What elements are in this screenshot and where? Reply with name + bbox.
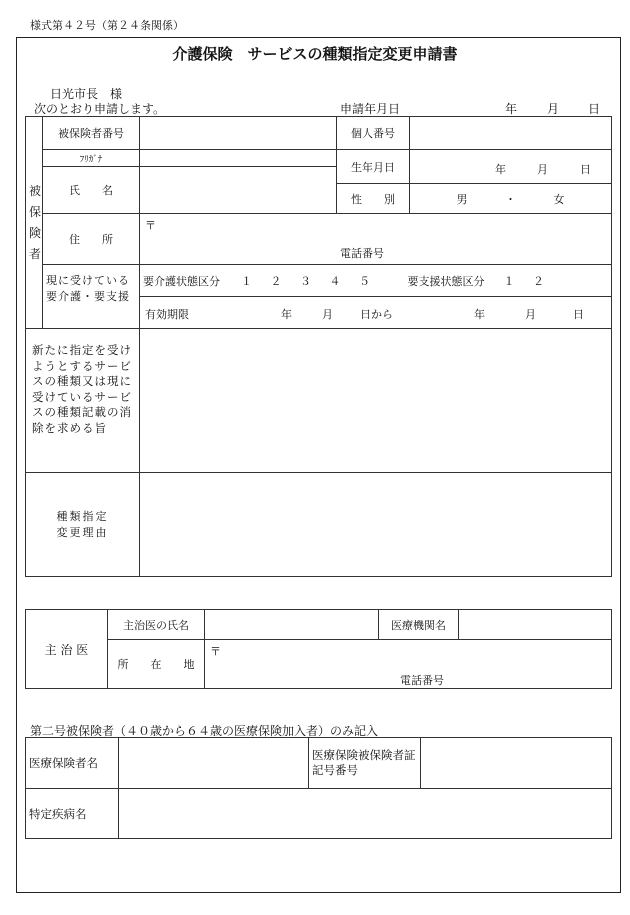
card-number-field[interactable] bbox=[421, 738, 612, 789]
care-level-5[interactable]: ５ bbox=[359, 274, 370, 288]
validity-row bbox=[140, 297, 612, 329]
care-category-label: 要介護状態区分 bbox=[143, 274, 220, 288]
service-change-field[interactable] bbox=[140, 329, 612, 473]
furigana-field[interactable] bbox=[140, 150, 337, 167]
insured-number-label: 被保険者番号 bbox=[43, 117, 140, 150]
gender-separator: ・ bbox=[505, 192, 516, 206]
personal-number-field[interactable] bbox=[410, 117, 612, 150]
validity-from-day: 日から bbox=[360, 308, 393, 321]
gender-female[interactable]: 女 bbox=[553, 192, 565, 206]
validity-label: 有効期限 bbox=[145, 308, 189, 321]
doctor-postal-mark: 〒 bbox=[210, 645, 221, 658]
insured-side-label: 被 保 険 者 bbox=[26, 117, 43, 329]
birthdate-day: 日 bbox=[580, 163, 591, 176]
doctor-name-field[interactable] bbox=[205, 610, 379, 640]
birthdate-year: 年 bbox=[495, 163, 506, 176]
validity-from-year: 年 bbox=[281, 308, 292, 321]
form-number: 様式第４２号（第２４条関係） bbox=[30, 19, 184, 32]
doctor-name-label: 主治医の氏名 bbox=[108, 610, 205, 640]
service-table bbox=[25, 328, 612, 577]
support-level-2[interactable]: ２ bbox=[533, 274, 544, 288]
validity-from-month: 月 bbox=[322, 308, 333, 321]
care-level-2[interactable]: ２ bbox=[270, 274, 282, 288]
care-level-label: 現に受けている要介護・要支援 bbox=[43, 265, 140, 329]
address-field[interactable] bbox=[140, 214, 612, 265]
care-level-3[interactable]: ３ bbox=[300, 274, 311, 288]
reason-label: 種類指定変更理由 bbox=[26, 473, 140, 577]
doctor-table bbox=[25, 609, 612, 689]
insured-number-field[interactable] bbox=[140, 117, 337, 150]
name-label: 氏 名 bbox=[43, 167, 140, 214]
reason-field[interactable] bbox=[140, 473, 612, 577]
personal-number-label: 個人番号 bbox=[337, 117, 410, 150]
furigana-label: ﾌﾘｶﾞﾅ bbox=[43, 150, 140, 167]
institution-field[interactable] bbox=[459, 610, 612, 640]
validity-to-day: 日 bbox=[573, 308, 584, 321]
address-postal-mark: 〒 bbox=[145, 219, 156, 232]
gender-field[interactable] bbox=[410, 184, 612, 214]
birthdate-field[interactable] bbox=[410, 150, 612, 184]
care-level-4[interactable]: ４ bbox=[329, 274, 341, 288]
insurer-field[interactable] bbox=[119, 738, 309, 789]
gender-male[interactable]: 男 bbox=[456, 192, 468, 206]
addressee: 日光市長 様 bbox=[50, 87, 123, 101]
birthdate-month: 月 bbox=[537, 163, 548, 176]
service-change-label: 新たに指定を受けようとするサービスの種類又は現に受けているサービスの種類記載の消除を求める旨 bbox=[26, 329, 140, 473]
care-level-1[interactable]: １ bbox=[241, 274, 252, 288]
intro-text: 次のとおり申請します。 bbox=[34, 102, 166, 116]
care-level-row bbox=[140, 265, 612, 297]
application-date-month: 月 bbox=[547, 102, 560, 116]
application-date-year: 年 bbox=[505, 102, 518, 116]
insured-table bbox=[25, 116, 612, 329]
doctor-label: 主 治 医 bbox=[26, 610, 108, 689]
category2-table bbox=[25, 737, 612, 839]
insurer-label: 医療保険者名 bbox=[26, 738, 119, 789]
card-number-label: 医療保険被保険者証記号番号 bbox=[309, 738, 421, 789]
gender-label: 性 別 bbox=[337, 184, 410, 214]
validity-to-month: 月 bbox=[525, 308, 536, 321]
doctor-address-label: 所 在 地 bbox=[108, 640, 205, 689]
birthdate-label: 生年月日 bbox=[337, 150, 410, 184]
address-phone-label: 電話番号 bbox=[340, 247, 384, 260]
address-label: 住 所 bbox=[43, 214, 140, 265]
doctor-address-field[interactable] bbox=[205, 640, 612, 689]
validity-to-year: 年 bbox=[474, 308, 485, 321]
category2-heading: 第二号被保険者（４０歳から６４歳の医療保険加入者）のみ記入 bbox=[30, 724, 379, 738]
institution-label: 医療機関名 bbox=[379, 610, 459, 640]
name-field[interactable] bbox=[140, 167, 337, 214]
support-category-label: 要支援状態区分 bbox=[407, 274, 485, 288]
support-level-1[interactable]: １ bbox=[503, 274, 515, 288]
application-date-label: 申請年月日 bbox=[340, 102, 401, 116]
form-title: 介護保険 サービスの種類指定変更申請書 bbox=[172, 45, 458, 63]
disease-label: 特定疾病名 bbox=[26, 789, 119, 839]
disease-field[interactable] bbox=[119, 789, 612, 839]
application-date-day: 日 bbox=[588, 102, 601, 116]
doctor-phone-label: 電話番号 bbox=[400, 674, 444, 687]
